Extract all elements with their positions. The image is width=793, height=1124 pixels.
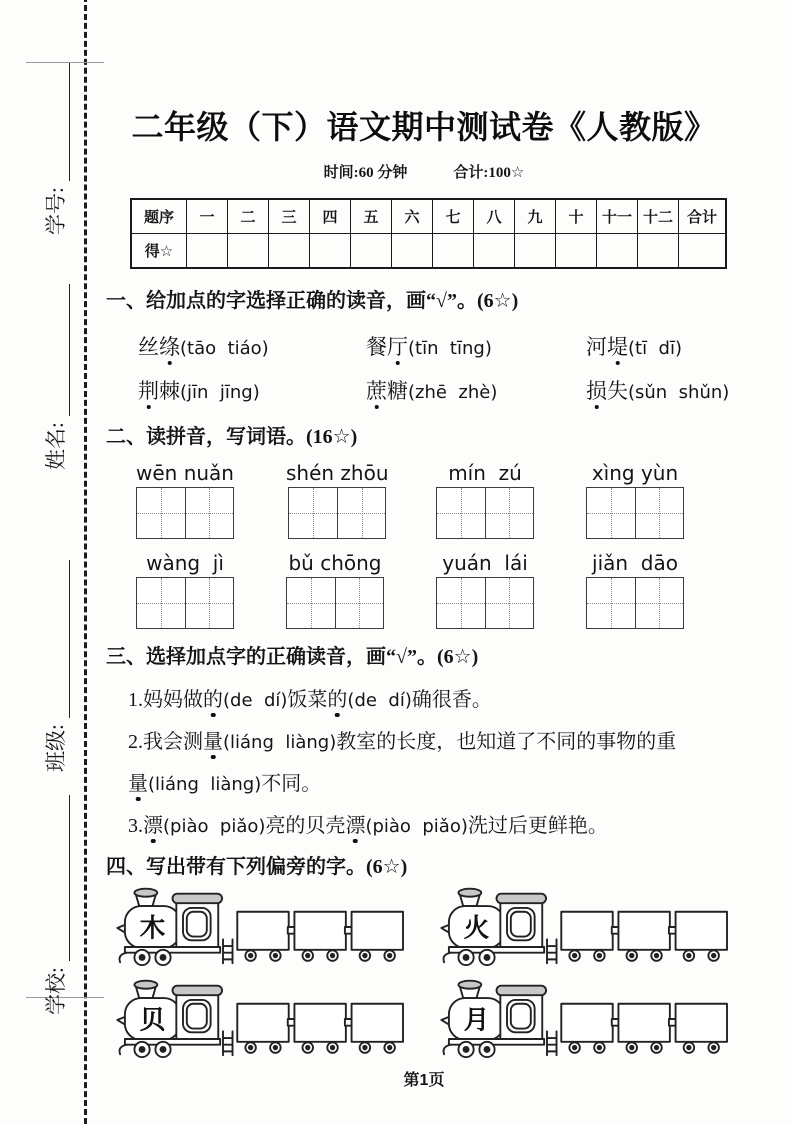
- pinyin-group: [136, 551, 234, 629]
- train-radical: 贝: [139, 1005, 166, 1035]
- writing-cell[interactable]: [437, 488, 485, 538]
- train-icon: [436, 979, 738, 1059]
- dotted-character: 的: [203, 689, 223, 712]
- school-field: [40, 795, 70, 1015]
- pinyin-options[interactable]: (sǔn shǔn): [628, 382, 730, 404]
- train-radical: 木: [139, 913, 166, 943]
- writing-box[interactable]: [136, 487, 234, 539]
- score-table-question-col: 五: [351, 199, 392, 234]
- sentence: [128, 679, 742, 721]
- writing-cell[interactable]: [437, 578, 485, 628]
- score-table-question-col: 一: [187, 199, 228, 234]
- sentence-text: 1.妈妈做: [128, 689, 203, 712]
- character: 失: [607, 379, 628, 404]
- word-item: [586, 375, 742, 405]
- dotted-character: 荆: [138, 379, 159, 404]
- student-name-field: [40, 284, 70, 470]
- score-entry-cell[interactable]: [638, 234, 679, 269]
- score-row-label: 得☆: [131, 234, 187, 269]
- pinyin-label: wēn nuǎn: [136, 461, 234, 486]
- sentence-text: 洗过后更鲜艳。: [467, 815, 608, 838]
- binding-dashed-line: [84, 0, 87, 1124]
- word-item: [366, 375, 586, 405]
- pinyin-options[interactable]: (de dí): [347, 690, 412, 712]
- exam-meta: [106, 161, 742, 182]
- score-entry-cell[interactable]: [556, 234, 597, 269]
- score-table-corner-cell: 题序: [131, 199, 187, 234]
- writing-cell[interactable]: [485, 578, 534, 628]
- sentence-text: 不同。: [261, 773, 322, 796]
- score-table-question-col: 九: [515, 199, 556, 234]
- character: 糖: [387, 379, 408, 404]
- score-table-question-col: 六: [392, 199, 433, 234]
- score-entry-cell[interactable]: [474, 234, 515, 269]
- writing-box[interactable]: [436, 577, 534, 629]
- score-entry-cell[interactable]: [187, 234, 228, 269]
- train-car-box[interactable]: [294, 1004, 345, 1042]
- dotted-character: 量: [203, 731, 223, 754]
- writing-box[interactable]: [586, 487, 684, 539]
- score-entry-cell[interactable]: [597, 234, 638, 269]
- writing-cell[interactable]: [635, 578, 684, 628]
- character: 丝: [138, 335, 159, 360]
- pinyin-group: [586, 551, 684, 629]
- dotted-character: 蔗: [366, 379, 387, 404]
- word-item: [366, 331, 586, 361]
- pinyin-options[interactable]: (tīn tīng): [408, 338, 492, 360]
- writing-cell[interactable]: [185, 488, 234, 538]
- score-entry-cell[interactable]: [679, 234, 727, 269]
- pinyin-label: shén zhōu: [286, 461, 389, 486]
- train-icon: [112, 979, 414, 1059]
- character: 棘: [159, 379, 180, 404]
- section-1-heading: 一、给加点的字选择正确的读音，画“√”。(6☆): [106, 290, 519, 313]
- section-4-trains: [112, 887, 742, 1059]
- score-table-question-col: 七: [433, 199, 474, 234]
- sentence-text: 教室的长度，也知道了不同的事物的重: [336, 731, 677, 754]
- writing-cell[interactable]: [137, 488, 185, 538]
- student-id-label: 学号:: [44, 187, 68, 235]
- writing-cell[interactable]: [287, 578, 335, 628]
- sentence: [128, 721, 742, 805]
- pinyin-options[interactable]: (liáng liàng): [223, 732, 337, 754]
- score-table-question-col: 十: [556, 199, 597, 234]
- section-2-groups: [136, 461, 742, 629]
- sentence-text: 饭菜: [287, 689, 328, 712]
- dotted-character: 绦: [159, 335, 180, 360]
- train-car-box[interactable]: [618, 912, 669, 950]
- dotted-character: 损: [586, 379, 607, 404]
- train-car-box[interactable]: [561, 1004, 612, 1042]
- pinyin-options[interactable]: (liáng liàng): [148, 774, 262, 796]
- section-2-heading: 二、读拼音，写词语。(16☆): [106, 426, 358, 449]
- score-entry-cell[interactable]: [515, 234, 556, 269]
- student-id-blank-line[interactable]: [45, 63, 70, 181]
- dotted-character: 量: [128, 773, 148, 796]
- pinyin-options[interactable]: (de dí): [223, 690, 288, 712]
- pinyin-group: [586, 461, 684, 539]
- train-car-box[interactable]: [237, 912, 288, 950]
- pinyin-label: bǔ chōng: [288, 551, 382, 576]
- writing-box[interactable]: [286, 577, 384, 629]
- dotted-character: 漂: [345, 815, 366, 838]
- score-entry-cell[interactable]: [392, 234, 433, 269]
- pinyin-label: yuán lái: [442, 551, 528, 576]
- character: 餐: [366, 335, 387, 360]
- writing-cell[interactable]: [635, 488, 684, 538]
- score-table-question-col: 合计: [679, 199, 727, 234]
- total-score-label: 合计:100☆: [453, 165, 525, 182]
- score-table-question-col: 十二: [638, 199, 679, 234]
- writing-cell[interactable]: [185, 578, 234, 628]
- student-name-blank-line[interactable]: [45, 284, 70, 416]
- class-blank-line[interactable]: [45, 560, 70, 718]
- pinyin-options[interactable]: (tī dī): [628, 338, 682, 360]
- train-car-box[interactable]: [352, 912, 403, 950]
- train-car-box[interactable]: [352, 1004, 403, 1042]
- writing-cell[interactable]: [485, 488, 534, 538]
- score-entry-cell[interactable]: [269, 234, 310, 269]
- train-icon: [436, 887, 738, 967]
- student-id-field: [40, 63, 70, 235]
- sentence-text: 2.我会测: [128, 731, 203, 754]
- dotted-character: 厅: [387, 335, 408, 360]
- writing-box[interactable]: [288, 487, 386, 539]
- pinyin-label: xìng yùn: [591, 461, 679, 486]
- score-table-question-col: 四: [310, 199, 351, 234]
- score-table-question-col: 二: [228, 199, 269, 234]
- score-table-question-col: 八: [474, 199, 515, 234]
- train-car-box[interactable]: [561, 912, 612, 950]
- word-item: [138, 331, 366, 361]
- score-table-question-col: 十一: [597, 199, 638, 234]
- pinyin-group: [286, 461, 389, 539]
- section-1-items: [138, 331, 742, 405]
- page-title: 二年级（下）语文期中测试卷《人教版》: [131, 109, 717, 145]
- writing-cell[interactable]: [289, 488, 337, 538]
- writing-cell[interactable]: [137, 578, 185, 628]
- page-number: 第1页: [403, 1072, 445, 1090]
- train-radical: 月: [463, 1005, 490, 1035]
- dotted-character: 漂: [143, 815, 163, 838]
- pinyin-options[interactable]: (zhē zhè): [408, 382, 498, 404]
- class-field: [40, 560, 70, 772]
- pinyin-group: [436, 461, 534, 539]
- writing-box[interactable]: [436, 487, 534, 539]
- writing-cell[interactable]: [587, 488, 635, 538]
- score-entry-cell[interactable]: [433, 234, 474, 269]
- train-car-box[interactable]: [618, 1004, 669, 1042]
- sentence-text: 亮的贝壳: [265, 815, 346, 838]
- exam-page: [106, 0, 742, 1090]
- word-item: [586, 331, 742, 361]
- class-label: 班级:: [44, 724, 68, 772]
- dotted-character: 堤: [607, 335, 628, 360]
- character: 河: [586, 335, 607, 360]
- word-item: [138, 375, 366, 405]
- score-table: [130, 198, 727, 269]
- train-icon: [112, 887, 414, 967]
- pinyin-group: [286, 551, 384, 629]
- train-car-box[interactable]: [676, 912, 727, 950]
- score-entry-cell[interactable]: [351, 234, 392, 269]
- pinyin-group: [136, 461, 234, 539]
- dotted-character: 的: [327, 689, 348, 712]
- train-radical: 火: [463, 913, 490, 943]
- sentence-text: 确很香。: [411, 689, 492, 712]
- sentence-text: 3.: [128, 815, 143, 838]
- school-label: 学校:: [44, 967, 68, 1015]
- train-car-box[interactable]: [294, 912, 345, 950]
- school-blank-line[interactable]: [45, 795, 70, 961]
- pinyin-label: wàng jì: [146, 551, 224, 576]
- writing-box[interactable]: [586, 577, 684, 629]
- pinyin-options[interactable]: (piào piǎo): [163, 816, 266, 838]
- writing-box[interactable]: [136, 577, 234, 629]
- train-car-box[interactable]: [237, 1004, 288, 1042]
- writing-cell[interactable]: [587, 578, 635, 628]
- pinyin-label: mín zú: [448, 461, 522, 486]
- student-name-label: 姓名:: [44, 422, 68, 470]
- pinyin-options[interactable]: (piào piǎo): [365, 816, 468, 838]
- score-entry-cell[interactable]: [310, 234, 351, 269]
- writing-cell[interactable]: [335, 578, 384, 628]
- sentence: [128, 805, 742, 847]
- section-3-heading: 三、选择加点字的正确读音，画“√”。(6☆): [106, 646, 479, 669]
- train-car-box[interactable]: [676, 1004, 727, 1042]
- section-3-sentences: [128, 679, 742, 847]
- pinyin-options[interactable]: (tāo tiáo): [180, 338, 269, 360]
- pinyin-group: [436, 551, 534, 629]
- score-entry-cell[interactable]: [228, 234, 269, 269]
- pinyin-label: jiǎn dāo: [592, 551, 678, 576]
- time-label: 时间:60 分钟: [323, 165, 408, 182]
- pinyin-options[interactable]: (jīn jīng): [180, 382, 260, 404]
- section-4-heading: 四、写出带有下列偏旁的字。(6☆): [106, 856, 408, 879]
- writing-cell[interactable]: [337, 488, 386, 538]
- score-table-question-col: 三: [269, 199, 310, 234]
